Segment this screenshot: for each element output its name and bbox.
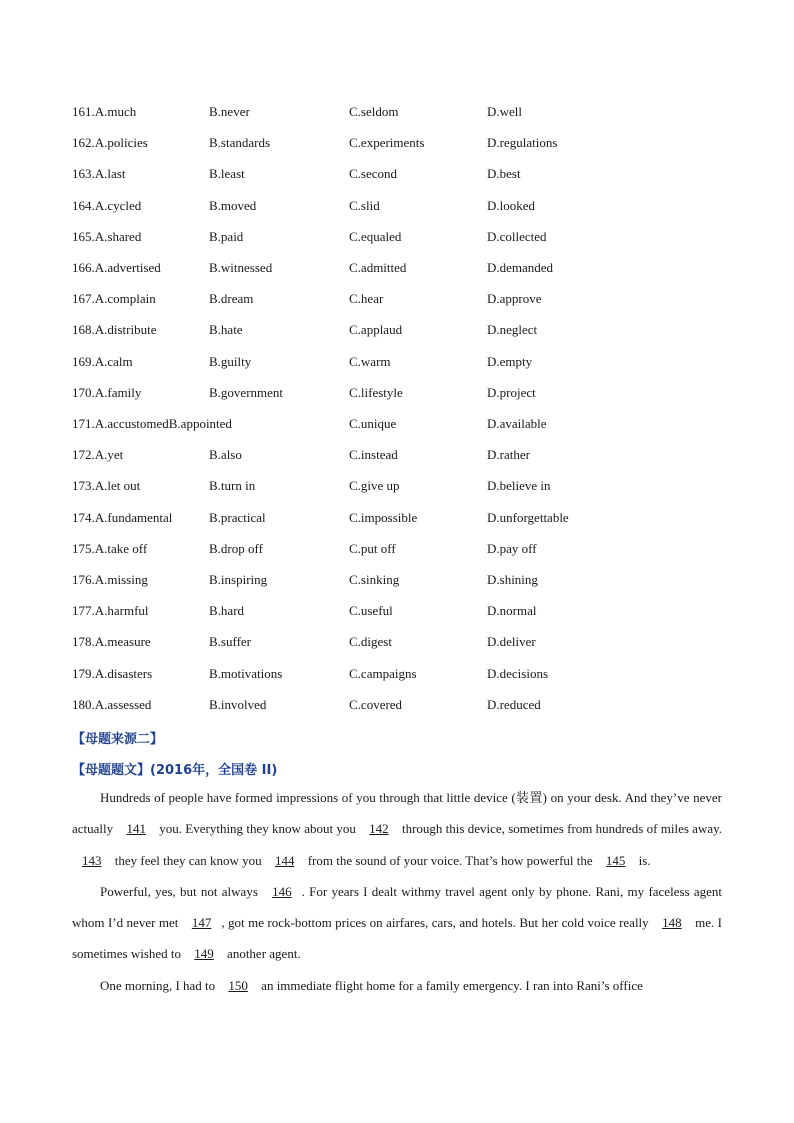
- option-a: 174.A.fundamental: [72, 509, 173, 525]
- option-c: C.covered: [349, 696, 403, 712]
- option-b: B.motivations: [209, 665, 283, 681]
- option-a: 163.A.last: [72, 166, 126, 182]
- option-a: 180.A.assessed: [72, 696, 152, 712]
- option-c: C.digest: [349, 634, 392, 650]
- option-c: C.slid: [349, 197, 380, 213]
- option-a: 164.A.cycled: [72, 197, 142, 213]
- option-d: D.believe in: [487, 478, 551, 494]
- option-a: 168.A.distribute: [72, 322, 157, 338]
- option-b: B.government: [209, 384, 284, 400]
- option-c: C.warm: [349, 353, 391, 369]
- option-a: 173.A.let out: [72, 478, 141, 494]
- option-b: B.never: [209, 104, 250, 119]
- option-a: 169.A.calm: [72, 353, 133, 369]
- option-c: C.campaigns: [349, 665, 417, 681]
- option-c: C.sinking: [349, 572, 400, 587]
- option-d: D.shining: [487, 572, 538, 587]
- option-c: C.seldom: [349, 104, 399, 119]
- option-a: 161.A.much: [72, 104, 137, 119]
- option-d: D.pay off: [487, 540, 537, 556]
- blank-144: 144: [274, 852, 295, 868]
- option-a: 175.A.take off: [72, 540, 148, 556]
- option-d: D.decisions: [487, 665, 549, 681]
- blank-148: 148: [662, 915, 682, 931]
- option-d: D.neglect: [487, 322, 538, 338]
- option-b: B.drop off: [209, 540, 263, 556]
- option-c: C.put off: [349, 540, 396, 556]
- option-a: 176.A.missing: [72, 572, 148, 587]
- option-b: B.paid: [209, 228, 244, 244]
- option-d: D.regulations: [487, 135, 558, 151]
- option-d: D.well: [487, 104, 523, 119]
- option-d: D.empty: [487, 353, 533, 369]
- blank-149: 149: [194, 946, 214, 962]
- text-heading: 【母题题文】(2016年，全国卷 II): [72, 763, 278, 778]
- option-b: B.moved: [209, 197, 257, 213]
- option-b: B.dream: [209, 291, 254, 307]
- passage: [72, 782, 722, 1001]
- option-b: B.witnessed: [209, 260, 273, 275]
- option-c: C.instead: [349, 447, 398, 463]
- option-d: D.project: [487, 384, 536, 400]
- option-c: C.useful: [349, 603, 393, 619]
- option-a: 178.A.measure: [72, 634, 151, 650]
- option-d: D.available: [487, 416, 547, 431]
- option-a: 166.A.advertised: [72, 260, 161, 275]
- option-d: D.normal: [487, 603, 537, 619]
- option-d: D.best: [487, 166, 521, 182]
- option-d: D.deliver: [487, 634, 536, 650]
- option-a: 171.A.accustomedB.appointed: [72, 416, 232, 431]
- option-a: 162.A.policies: [72, 135, 148, 151]
- option-b: B.practical: [209, 509, 266, 525]
- option-c: C.equaled: [349, 228, 402, 244]
- option-b: B.hard: [209, 603, 245, 619]
- option-c: C.impossible: [349, 509, 418, 525]
- option-d: D.reduced: [487, 696, 541, 712]
- blank-145: 145: [605, 852, 626, 868]
- option-a: 179.A.disasters: [72, 665, 153, 681]
- option-c: C.experiments: [349, 135, 425, 151]
- option-a: 170.A.family: [72, 384, 142, 400]
- option-c: C.admitted: [349, 260, 407, 275]
- blank-147: 147: [191, 915, 212, 931]
- option-b: B.hate: [209, 322, 243, 338]
- option-d: D.unforgettable: [487, 509, 569, 525]
- option-b: B.least: [209, 166, 245, 182]
- blank-141: 141: [126, 821, 146, 837]
- blank-146: 146: [272, 883, 292, 899]
- source-heading: 【母题来源二】: [72, 732, 164, 747]
- option-d: D.demanded: [487, 260, 554, 275]
- option-c: C.give up: [349, 478, 400, 494]
- option-b: B.also: [209, 447, 242, 463]
- option-a: 167.A.complain: [72, 291, 156, 307]
- option-d: D.rather: [487, 447, 530, 463]
- option-b: B.inspiring: [209, 572, 268, 587]
- option-c: C.lifestyle: [349, 384, 403, 400]
- option-d: D.approve: [487, 291, 542, 307]
- option-b: B.involved: [209, 696, 267, 712]
- option-c: C.hear: [349, 291, 384, 307]
- blank-150: 150: [228, 977, 248, 993]
- option-b: B.guilty: [209, 353, 252, 369]
- option-c: C.unique: [349, 416, 397, 431]
- option-a: 172.A.yet: [72, 447, 124, 463]
- option-b: B.suffer: [209, 634, 252, 650]
- option-a: 165.A.shared: [72, 228, 142, 244]
- paragraph-3: One morning, I had to 150 an immediate flight home for a family emergency. I ran into Rani’s office: [100, 977, 643, 993]
- option-d: D.collected: [487, 228, 547, 244]
- blank-142: 142: [369, 821, 389, 837]
- blank-143: 143: [82, 852, 102, 868]
- option-d: D.looked: [487, 197, 536, 213]
- paragraph-1: Hundreds of people have formed impressions of you through that little device (装置) on your desk. And they’ve never actually 141 you. Everything they know about you 142 through this device, sometimes from hundreds of miles away. 143 they feel they can know you 144 from the sound of your voice. That’s how powerful the 145 is.: [72, 790, 723, 868]
- option-b: B.turn in: [209, 478, 256, 494]
- paragraph-2: Powerful, yes, but not always 146 . For years I dealt withmy travel agent only by phone. Rani, my faceless agent whom I’d never met 147 , got me rock-bottom prices on airfares, cars, and hotels. But her cold voice really 148 me. I sometimes wished to 149 another agent.: [72, 883, 722, 962]
- option-b: B.standards: [209, 135, 271, 151]
- option-a: 177.A.harmful: [72, 603, 149, 619]
- option-c: C.second: [349, 166, 398, 182]
- option-c: C.applaud: [349, 322, 403, 338]
